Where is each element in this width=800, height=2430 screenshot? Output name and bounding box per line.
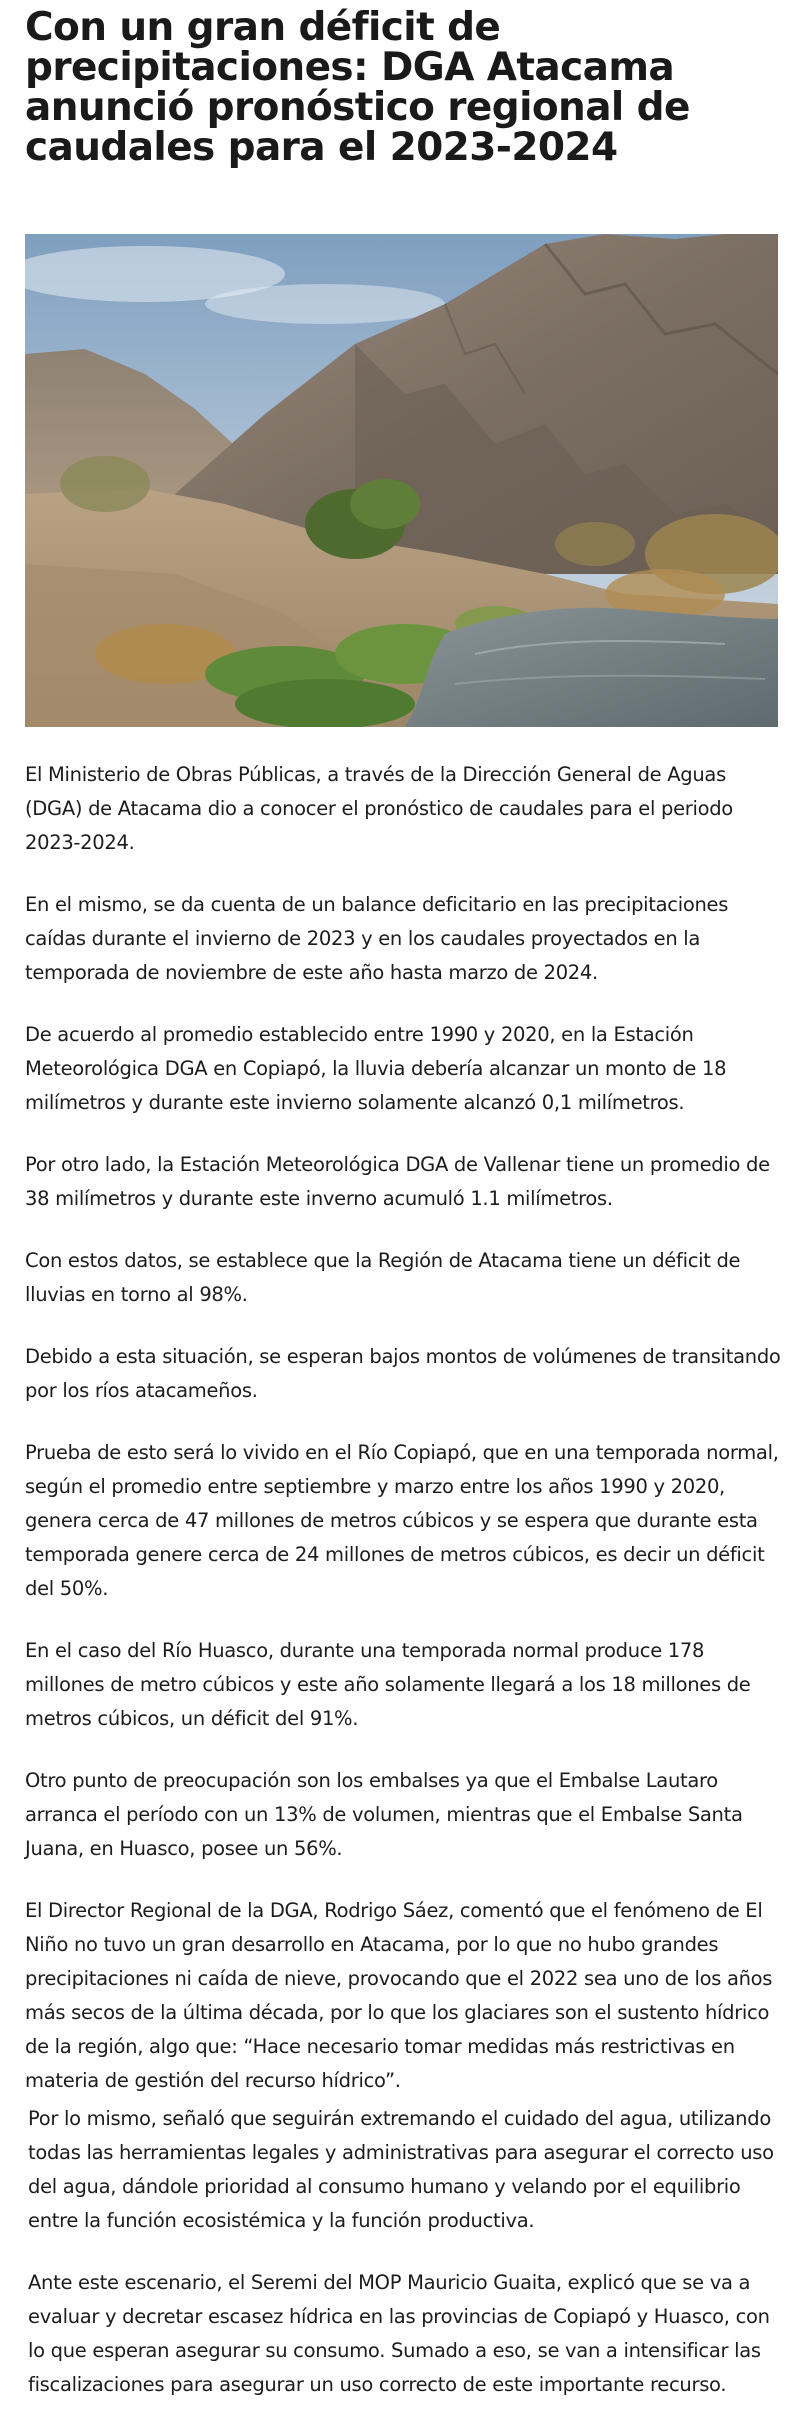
article-paragraph: Prueba de esto será lo vivido en el Río Copiapó, que en una temporada normal, según el promedio entre septiembre y marzo entre los años 1990 y 2020, genera cerca de 47 millones de metros cúbicos y se espera que durante esta temporada genere cerca de 24 millones de metros cúbicos, es decir un déficit del 50%.	[25, 1441, 779, 1600]
article-paragraph: Debido a esta situación, se esperan bajos montos de volúmenes de transitando por los ríos atacameños.	[25, 1345, 781, 1402]
article-paragraph: Por otro lado, la Estación Meteorológica DGA de Vallenar tiene un promedio de 38 milímetros y durante este inverno acumuló 1.1 milímetros.	[25, 1153, 770, 1210]
article-paragraph: Por lo mismo, señaló que seguirán extremando el cuidado del agua, utilizando todas las herramientas legales y administrativas para asegurar el correcto uso del agua, dándole prioridad al consumo humano y velando por el equilibrio entre la función ecosistémica y la función productiva.	[28, 2107, 774, 2232]
article-headline: Con un gran déficit de precipitaciones: DGA Atacama anunció pronóstico regional de caudales para el 2023-2024	[25, 5, 690, 170]
article-hero-image	[25, 234, 778, 727]
article-paragraph: En el mismo, se da cuenta de un balance deficitario en las precipitaciones caídas durante el invierno de 2023 y en los caudales proyectados en la temporada de noviembre de este año hasta marzo de 2024.	[25, 893, 729, 984]
article-body	[25, 758, 785, 2430]
article	[25, 0, 783, 168]
article-paragraph: Otro punto de preocupación son los embalses ya que el Embalse Lautaro arranca el período con un 13% de volumen, mientras que el Embalse Santa Juana, en Huasco, posee un 56%.	[25, 1769, 743, 1860]
article-paragraph: Con estos datos, se establece que la Región de Atacama tiene un déficit de lluvias en torno al 98%.	[25, 1249, 741, 1306]
article-paragraph: Ante este escenario, el Seremi del MOP Mauricio Guaita, explicó que se va a evaluar y decretar escasez hídrica en las provincias de Copiapó y Huasco, con lo que esperan asegurar su consumo. Sumado a eso, se van a intensificar las fiscalizaciones para asegurar un uso correcto de este importante recurso.	[28, 2271, 770, 2396]
article-paragraph: De acuerdo al promedio establecido entre 1990 y 2020, en la Estación Meteorológica DGA en Copiapó, la lluvia debería alcanzar un monto de 18 milímetros y durante este invierno solamente alcanzó 0,1 milímetros.	[25, 1023, 727, 1114]
article-paragraph: El Director Regional de la DGA, Rodrigo Sáez, comentó que el fenómeno de El Niño no tuvo un gran desarrollo en Atacama, por lo que no hubo grandes precipitaciones ni caída de nieve, provocando que el 2022 sea uno de los años más secos de la última década, por lo que los glaciares son el sustento hídrico de la región, algo que: “Hace necesario tomar medidas más restrictivas en materia de gestión del recurso hídrico”.	[25, 1899, 773, 2092]
article-paragraph: En el caso del Río Huasco, durante una temporada normal produce 178 millones de metro cúbicos y este año solamente llegará a los 18 millones de metros cúbicos, un déficit del 91%.	[25, 1639, 751, 1730]
article-paragraph: El Ministerio de Obras Públicas, a través de la Dirección General de Aguas (DGA) de Atacama dio a conocer el pronóstico de caudales para el periodo 2023-2024.	[25, 763, 733, 854]
